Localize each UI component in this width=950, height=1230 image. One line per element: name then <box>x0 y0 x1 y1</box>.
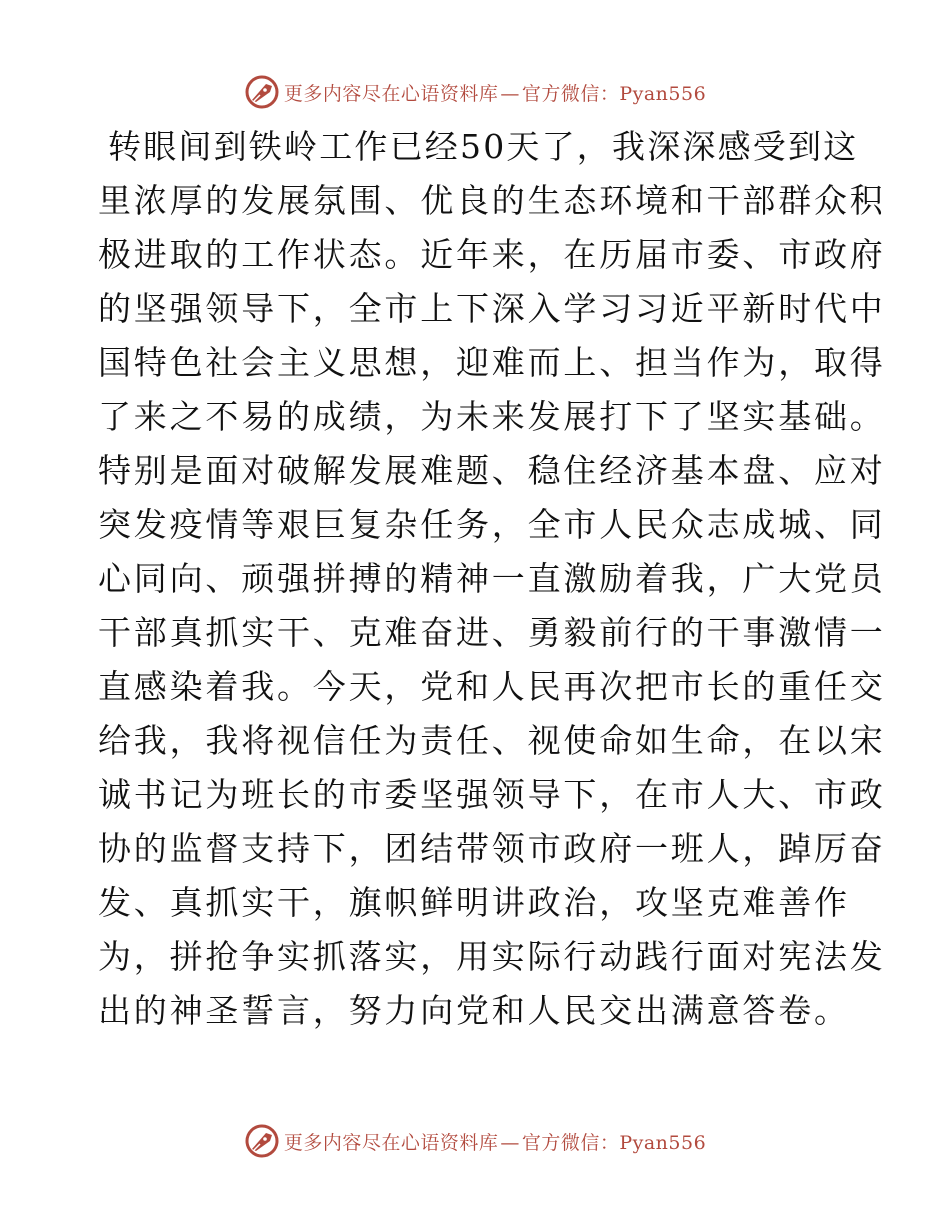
body-line: 心同向、顽强拼搏的精神一直激励着我，广大党员 <box>98 559 886 598</box>
banner-separator: — <box>500 82 520 105</box>
body-line: 极进取的工作状态。近年来，在历届市委、市政府 <box>98 235 886 274</box>
body-line: 为，拼抢争实抓落实，用实际行动践行面对宪法发 <box>98 937 886 976</box>
document-body <box>98 120 886 1038</box>
body-line: 发、真抓实干，旗帜鲜明讲政治，攻坚克难善作 <box>98 883 850 922</box>
banner-separator: — <box>500 1131 520 1154</box>
header-banner <box>0 72 950 112</box>
body-line: 里浓厚的发展氛围、优良的生态环境和干部群众积 <box>98 181 886 220</box>
body-line: 突发疫情等艰巨复杂任务，全市人民众志成城、同 <box>98 505 886 544</box>
body-line: 国特色社会主义思想，迎难而上、担当作为，取得 <box>98 343 886 382</box>
footer-banner <box>0 1121 950 1161</box>
pen-nib-logo-icon <box>244 74 280 110</box>
banner-brand: 更多内容尽在心语资料库 <box>283 82 499 105</box>
pen-nib-logo-icon <box>244 1123 280 1159</box>
body-line: 协的监督支持下，团结带领市政府一班人，踔厉奋 <box>98 829 886 868</box>
banner-text <box>284 79 706 106</box>
banner-wechat: 官方微信：Pyan556 <box>521 1131 707 1154</box>
body-line: 干部真抓实干、克难奋进、勇毅前行的干事激情一 <box>98 613 886 652</box>
body-line: 的坚强领导下，全市上下深入学习习近平新时代中 <box>98 289 886 328</box>
body-line: 了来之不易的成绩，为未来发展打下了坚实基础。 <box>98 397 886 436</box>
banner-text <box>284 1128 706 1155</box>
body-line: 给我，我将视信任为责任、视使命如生命，在以宋 <box>98 721 886 760</box>
body-line: 转眼间到铁岭工作已经50天了，我深深感受到这 <box>108 127 859 166</box>
banner-wechat: 官方微信：Pyan556 <box>521 82 707 105</box>
body-line: 特别是面对破解发展难题、稳住经济基本盘、应对 <box>98 451 886 490</box>
body-line: 出的神圣誓言，努力向党和人民交出满意答卷。 <box>98 991 850 1030</box>
body-line: 诚书记为班长的市委坚强领导下，在市人大、市政 <box>98 775 886 814</box>
body-line: 直感染着我。今天，党和人民再次把市长的重任交 <box>98 667 886 706</box>
banner-brand: 更多内容尽在心语资料库 <box>283 1131 499 1154</box>
